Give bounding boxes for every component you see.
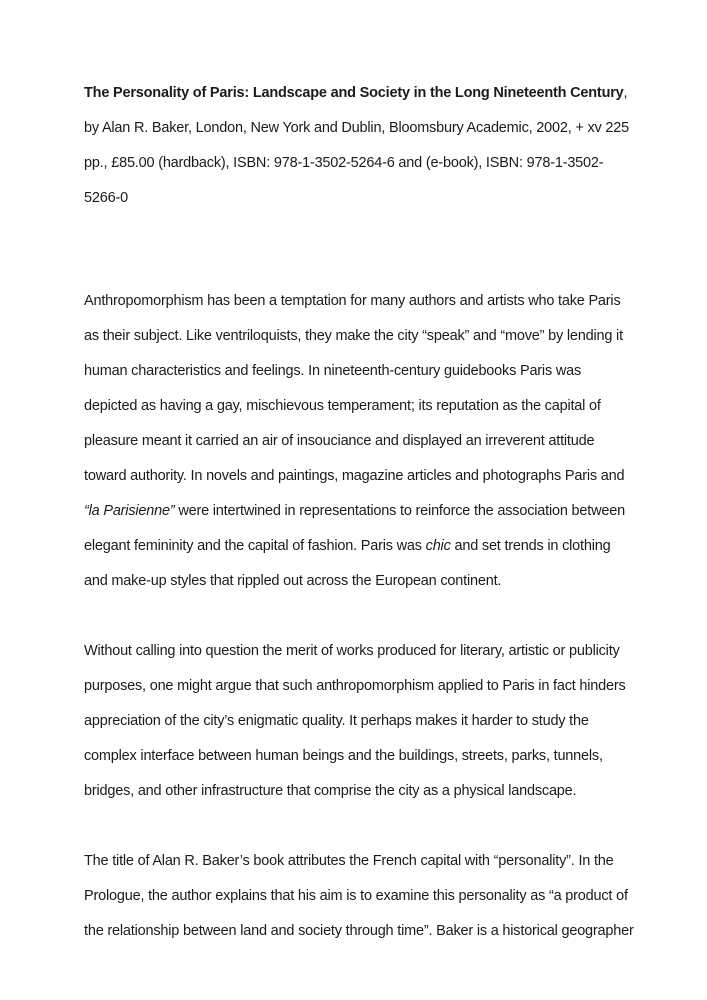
citation-header-run-0: The Personality of Paris: Landscape and Society in the Long Nineteenth Century <box>84 85 624 101</box>
citation-header-run-1: , by Alan R. Baker, London, New York and Dublin, Bloomsbury Academic, 2002, + xv 225 pp., £85.00 (hardback), ISBN: 978-1-3502-5264-6 and (e-book), ISBN: 978-1-3502-5266-0 <box>84 85 630 206</box>
paragraph-1-run-1: “la Parisienne” <box>84 503 175 519</box>
paragraph-1-run-3: chic <box>425 538 451 554</box>
paragraph-1-run-0: Anthropomorphism has been a temptation for many authors and artists who take Paris as their subject. Like ventriloquists, they make the city “speak” and “move” by lending it human characteristics and feelings. In nineteenth-century guidebooks Paris was depicted as having a gay, mischievous temperament; its reputation as the capital of pleasure meant it carried an air of insouciance and displayed an irreverent attitude toward authority. In novels and paintings, magazine articles and photographs Paris and <box>84 293 625 484</box>
paragraph-2-run-0: Without calling into question the merit of works produced for literary, artistic or publicity purposes, one might argue that such anthropomorphism applied to Paris in fact hinders appreciation of the city’s enigmatic quality. It perhaps makes it harder to study the complex interface between human beings and the buildings, streets, parks, tunnels, bridges, and other infrastructure that comprise the city as a physical landscape. <box>84 643 626 799</box>
text-column <box>84 76 636 949</box>
paragraph-3 <box>84 844 636 949</box>
paragraph-2 <box>84 634 636 809</box>
paragraph-1-run-2: were intertwined in representations to reinforce the association between elegant femininity and the capital of fashion. Paris was <box>84 503 625 554</box>
paragraph-3-run-0: The title of Alan R. Baker’s book attributes the French capital with “personality”. In the Prologue, the author explains that his aim is to examine this personality as “a product of the relationship between land and society through time”. Baker is a historical geographer <box>84 853 634 939</box>
paragraph-1-run-4: and set trends in clothing and make-up styles that rippled out across the European continent. <box>84 538 611 589</box>
citation-header <box>84 76 636 216</box>
paragraph-1 <box>84 284 636 599</box>
